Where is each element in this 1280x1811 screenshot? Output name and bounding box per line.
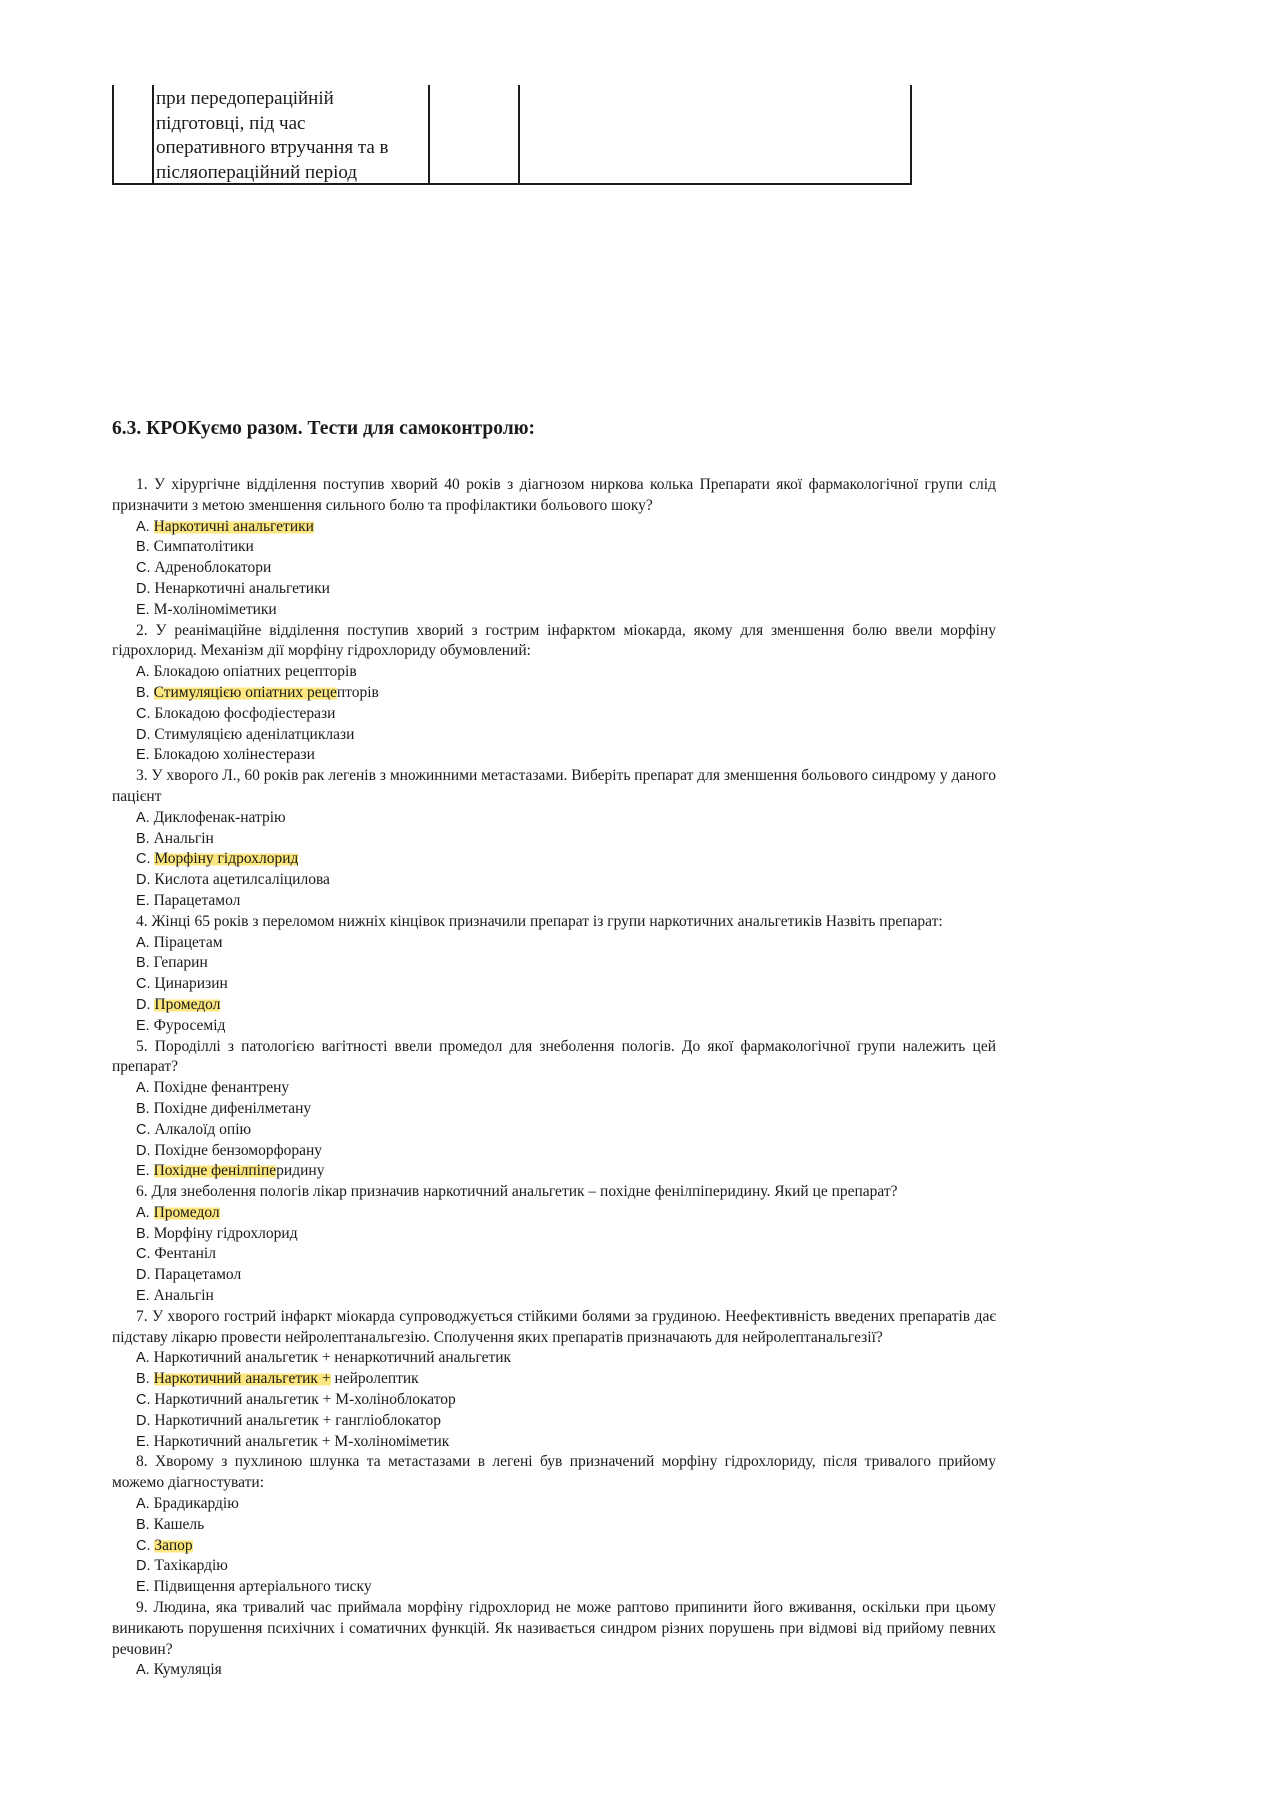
option-letter: D. bbox=[136, 1142, 151, 1159]
option-letter: B. bbox=[136, 955, 150, 972]
answer-option bbox=[112, 849, 996, 870]
answer-option bbox=[112, 1099, 996, 1120]
answer-option bbox=[112, 953, 996, 974]
answer-option bbox=[112, 995, 996, 1016]
option-text: Наркотичний анальгетик + М-холіноблокатор bbox=[154, 1391, 456, 1409]
option-letter: D. bbox=[136, 1412, 151, 1429]
option-text: пторів bbox=[336, 683, 379, 701]
option-letter: A. bbox=[136, 1080, 150, 1097]
answer-option bbox=[112, 704, 996, 725]
highlighted-answer: Стимуляцією опіатних реце bbox=[153, 683, 337, 701]
option-letter: C. bbox=[136, 1392, 151, 1409]
table-border-left bbox=[112, 85, 114, 185]
option-letter: C. bbox=[136, 1246, 151, 1263]
option-text: Анальгін bbox=[153, 1287, 214, 1305]
option-letter: C. bbox=[136, 851, 151, 868]
table-divider bbox=[428, 85, 430, 185]
answer-option bbox=[112, 1120, 996, 1141]
answer-option bbox=[112, 1348, 996, 1369]
option-text: Алкалоїд опію bbox=[154, 1120, 252, 1138]
option-text: Тахікардію bbox=[154, 1557, 228, 1575]
self-test-list bbox=[112, 475, 996, 1681]
option-letter: B. bbox=[136, 1516, 150, 1533]
option-text: Похідне фенантрену bbox=[153, 1079, 290, 1097]
option-text: Морфіну гідрохлорид bbox=[153, 1224, 298, 1242]
option-text: Симпатолітики bbox=[153, 538, 254, 556]
answer-option bbox=[112, 683, 996, 704]
option-text: Наркотичний анальгетик + М-холіноміметик bbox=[153, 1432, 450, 1450]
option-text: Фентаніл bbox=[154, 1245, 216, 1263]
option-letter: E. bbox=[136, 747, 150, 764]
answer-option bbox=[112, 1494, 996, 1515]
option-text: Фуросемід bbox=[153, 1016, 226, 1034]
option-letter: E. bbox=[136, 1017, 150, 1034]
highlighted-answer: Морфіну гідрохлорид bbox=[154, 850, 299, 868]
option-letter: A. bbox=[136, 1204, 150, 1221]
option-text: Підвищення артеріального тиску bbox=[153, 1578, 372, 1596]
answer-option bbox=[112, 1161, 996, 1182]
option-letter: C. bbox=[136, 560, 151, 577]
option-text: Похідне бензоморфорану bbox=[154, 1141, 323, 1159]
answer-option bbox=[112, 1390, 996, 1411]
table-divider bbox=[152, 85, 154, 185]
highlighted-answer: Промедол bbox=[154, 995, 221, 1013]
table-cell-line: післяопераційний період bbox=[156, 161, 358, 183]
question-text: 6. Для знеболення пологів лікар призначив наркотичний анальгетик – похідне фенілпіперидину. Який це препарат? bbox=[136, 1183, 898, 1201]
option-text: Кислота ацетилсаліцилова bbox=[154, 871, 330, 889]
answer-option bbox=[112, 1660, 996, 1681]
option-letter: E. bbox=[136, 1288, 150, 1305]
answer-option bbox=[112, 808, 996, 829]
answer-option bbox=[112, 537, 996, 558]
option-letter: B. bbox=[136, 684, 150, 701]
option-text: Наркотичний анальгетик + ненаркотичний анальгетик bbox=[153, 1349, 512, 1367]
answer-option bbox=[112, 1369, 996, 1390]
question-text: 1. У хірургічне відділення поступив хворий 40 років з діагнозом ниркова колька Препарати якої фармакологічної групи слід призначити з метою зменшення сильного болю та профілактики больового шоку? bbox=[112, 476, 996, 514]
highlighted-answer: Наркотичні анальгетики bbox=[153, 517, 314, 535]
answer-option bbox=[112, 891, 996, 912]
highlighted-answer: Наркотичний анальгетик + bbox=[153, 1370, 331, 1388]
option-text: Кумуляція bbox=[153, 1661, 222, 1679]
option-letter: A. bbox=[136, 1662, 150, 1679]
option-letter: B. bbox=[136, 1225, 150, 1242]
question-text: 2. У реанімаційне відділення поступив хворий з гострим інфарктом міокарда, якому для зменшення болю ввели морфіну гідрохлорид. Механізм дії морфіну гідрохлориду обумовлений: bbox=[112, 621, 996, 660]
question-text: 8. Хворому з пухлиною шлунка та метастазами в легені був призначений морфіну гідрохлориду, після тривалого прийому можемо діагностувати: bbox=[112, 1453, 996, 1492]
option-text: Парацетамол bbox=[153, 891, 241, 909]
option-letter: A. bbox=[136, 809, 150, 826]
answer-option bbox=[112, 725, 996, 746]
option-letter: A. bbox=[136, 1496, 150, 1513]
answer-option bbox=[112, 662, 996, 683]
table-divider bbox=[518, 85, 520, 185]
option-letter: C. bbox=[136, 1121, 151, 1138]
option-letter: D. bbox=[136, 1558, 151, 1575]
option-text: Пірацетам bbox=[153, 933, 223, 951]
option-text: Адреноблокатори bbox=[154, 559, 272, 577]
answer-option bbox=[112, 517, 996, 538]
option-letter: E. bbox=[136, 1433, 150, 1450]
option-letter: D. bbox=[136, 1267, 151, 1284]
answer-option bbox=[112, 1203, 996, 1224]
option-letter: D. bbox=[136, 996, 151, 1013]
option-letter: D. bbox=[136, 872, 151, 889]
answer-option bbox=[112, 1265, 996, 1286]
option-text: нейролептик bbox=[330, 1370, 419, 1388]
option-text: Стимуляцією аденілатциклази bbox=[154, 725, 355, 743]
option-letter: B. bbox=[136, 1100, 150, 1117]
answer-option bbox=[112, 1536, 996, 1557]
option-letter: A. bbox=[136, 1350, 150, 1367]
answer-option bbox=[112, 1286, 996, 1307]
table-cell-text bbox=[156, 87, 426, 185]
answer-option bbox=[112, 1411, 996, 1432]
answer-option bbox=[112, 558, 996, 579]
option-letter: A. bbox=[136, 518, 150, 535]
answer-option bbox=[112, 1432, 996, 1453]
answer-option bbox=[112, 579, 996, 600]
answer-option bbox=[112, 1078, 996, 1099]
question-text: 3. У хворого Л., 60 років рак легенів з множинними метастазами. Виберіть препарат для зменшення больового синдрому у даного пацієнт bbox=[112, 767, 996, 805]
option-letter: A. bbox=[136, 934, 150, 951]
answer-option bbox=[112, 1577, 996, 1598]
answer-option bbox=[112, 829, 996, 850]
option-letter: E. bbox=[136, 1163, 150, 1180]
option-letter: E. bbox=[136, 892, 150, 909]
option-text: Блокадою фосфодіестерази bbox=[154, 704, 336, 722]
highlighted-answer: Запор bbox=[154, 1536, 193, 1554]
answer-option bbox=[112, 1515, 996, 1536]
answer-option bbox=[112, 1141, 996, 1162]
table-cell-line: оперативного втручання та в bbox=[156, 137, 389, 158]
option-letter: B. bbox=[136, 539, 150, 556]
option-text: Похідне дифенілметану bbox=[153, 1099, 312, 1117]
question-text: 7. У хворого гострий інфаркт міокарда супроводжується стійкими болями за грудиною. Неефективність введених препаратів дає підставу лікарю провести нейролептанальгезію. Сполучення яких препаратів призначають для нейролептанальгезії? bbox=[112, 1307, 996, 1346]
option-letter: A. bbox=[136, 664, 150, 681]
option-text: Блокадою холінестерази bbox=[153, 746, 315, 764]
option-letter: D. bbox=[136, 580, 151, 597]
option-letter: B. bbox=[136, 830, 150, 847]
highlighted-answer: Похідне фенілпіпе bbox=[153, 1162, 277, 1180]
option-text: Брадикардію bbox=[153, 1495, 239, 1513]
option-letter: E. bbox=[136, 601, 150, 618]
option-text: Диклофенак-натрію bbox=[153, 808, 286, 826]
option-text: М-холіноміметики bbox=[153, 600, 277, 618]
answer-option bbox=[112, 1244, 996, 1265]
answer-option bbox=[112, 600, 996, 621]
option-letter: D. bbox=[136, 726, 151, 743]
option-text: Ненаркотичні анальгетики bbox=[154, 579, 330, 597]
answer-option bbox=[112, 974, 996, 995]
section-heading: 6.3. КРОКуємо разом. Тести для самоконтролю: bbox=[112, 418, 536, 439]
option-letter: B. bbox=[136, 1371, 150, 1388]
option-text: Цинаризин bbox=[154, 975, 228, 993]
question-text: 9. Людина, яка тривалий час приймала морфіну гідрохлорид не може раптово припинити його вживання, оскільки при цьому виникають порушення психічних і соматичних функцій. Як називається синдром різних порушень при відмові від прийому певних речовин? bbox=[112, 1599, 996, 1658]
question-text: 4. Жінці 65 років з переломом нижніх кінцівок призначили препарат із групи наркотичних анальгетиків Назвіть препарат: bbox=[136, 912, 943, 930]
answer-option bbox=[112, 933, 996, 954]
table-border-right bbox=[910, 85, 912, 185]
answer-option bbox=[112, 870, 996, 891]
table-cell-line: підготовці, під час bbox=[156, 112, 306, 134]
table-cell-line: при передопераційній bbox=[156, 88, 334, 109]
question-text: 5. Породіллі з патологією вагітності ввели промедол для знеболення пологів. До якої фармакологічної групи належить цей препарат? bbox=[112, 1037, 996, 1076]
option-letter: E. bbox=[136, 1579, 150, 1596]
option-letter: C. bbox=[136, 1537, 151, 1554]
option-letter: C. bbox=[136, 705, 151, 722]
answer-option bbox=[112, 1224, 996, 1245]
answer-option bbox=[112, 1556, 996, 1577]
highlighted-answer: Промедол bbox=[153, 1203, 220, 1221]
option-text: Гепарин bbox=[153, 954, 208, 972]
option-text: Анальгін bbox=[153, 829, 214, 847]
option-letter: C. bbox=[136, 976, 151, 993]
option-text: Блокадою опіатних рецепторів bbox=[153, 663, 357, 681]
answer-option bbox=[112, 1016, 996, 1037]
option-text: Кашель bbox=[153, 1515, 205, 1533]
answer-option bbox=[112, 745, 996, 766]
table-fragment bbox=[112, 85, 912, 185]
option-text: Парацетамол bbox=[154, 1266, 242, 1284]
option-text: Наркотичний анальгетик + гангліоблокатор bbox=[154, 1411, 441, 1429]
option-text: ридину bbox=[276, 1162, 325, 1180]
